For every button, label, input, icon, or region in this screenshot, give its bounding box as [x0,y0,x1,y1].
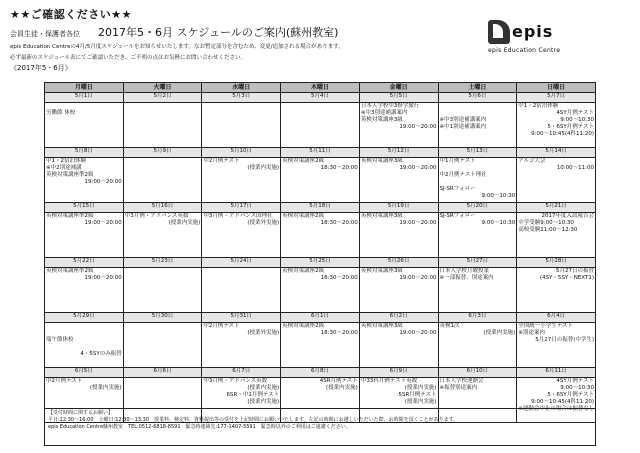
event-cell [202,103,281,148]
event-line: ※中3別途補講案内 [360,110,408,116]
schedule-body [45,93,596,423]
event-cell [202,213,281,258]
event-line: 英検対策講座2級 [282,268,325,274]
event-line [46,344,122,351]
event-line: (授業内実施) [89,385,122,391]
event-line: ※中1別途補講案内 [439,124,487,130]
document-header [10,6,480,73]
date-cell: 6月4日 [517,313,596,323]
date-cell: 5月8日 [45,148,124,158]
event-line: 英検対策講座3級 [360,268,403,274]
event-line: ※振替別途案内 [439,385,478,391]
event-line: 9:00〜10:30 [560,385,594,391]
event-line: 日本人学校月曜授業 [439,268,490,274]
event-line: 19:00〜20:00 [399,165,437,171]
event-line: 18:30〜20:00 [320,330,358,336]
event-line: 英検対策講座2級 [282,213,325,219]
event-line: 19:00〜20:00 [84,275,122,281]
notes-box [44,408,596,446]
event-cell [123,323,202,368]
event-line [440,165,516,172]
event-line: SJ-SRフォロー [439,213,476,219]
event-line: ※別途案内 [518,330,545,336]
date-row [45,368,596,378]
weekday-header: 木曜日 [281,83,360,93]
weekday-header: 火曜日 [123,83,202,93]
audience-line [10,24,480,40]
event-line: 日本人学校中3修学旅行 [360,103,420,109]
event-cell [202,268,281,313]
date-cell: 5月19日 [359,203,438,213]
date-row [45,258,596,268]
event-line: 英検対策講座2級 [282,323,325,329]
event-line: 英検対策講座3級 [360,323,403,329]
event-line: (授業内実施) [326,385,358,391]
weekday-header: 土曜日 [438,83,517,93]
event-line: 中1・2宿泊体験 [518,103,559,109]
date-row [45,203,596,213]
event-line: 19:00〜20:00 [84,179,122,185]
date-cell: 5月11日 [281,148,360,158]
event-line: 18:30〜20:00 [320,275,358,281]
event-cell [359,213,438,258]
event-line: (授業内実施) [483,330,516,336]
event-line: (授業内実施) [168,220,201,226]
schedule-heading: 2017年5・6月 スケジュールのご案内(蘇州教室) [98,26,339,39]
event-line: 19:00〜20:00 [399,124,437,130]
date-cell: 6月7日 [202,368,281,378]
event-cell [202,158,281,203]
event-line: (授業外実施) [247,220,280,226]
weekday-header-row [45,83,596,93]
notice-title: ★★ご確認ください★★ [10,8,132,21]
event-line [440,110,516,117]
event-cell [517,323,596,368]
date-cell: 5月12日 [359,148,438,158]
event-line: 中33科月例テスト英数 [360,378,418,384]
event-line: 9:00〜10:30 [560,117,594,123]
date-cell: 5月22日 [45,258,124,268]
date-cell: 5月14日 [517,148,596,158]
event-cell [45,158,124,203]
event-line: 英検対策講座準2級 [46,172,94,178]
weekday-header: 月曜日 [45,83,124,93]
event-cell [281,213,360,258]
events-row [45,323,596,368]
event-cell [281,158,360,203]
event-cell [45,213,124,258]
events-row [45,103,596,148]
weekday-header: 金曜日 [359,83,438,93]
epis-logo [488,20,608,56]
weekday-header: 水曜日 [202,83,281,93]
note-line: epis Education Centre蘇州教室 TEL:0512-6818-8591 緊急時連絡先:177-1407-5591 緊急時以外のご利用はご遠慮ください。 [48,424,351,430]
event-line: 6SR・中1月例テスト [226,392,280,398]
event-line: 英検対策講座2級 [282,158,325,164]
event-cell [517,158,596,203]
event-line: 4SY月例テスト [556,378,594,384]
event-line: 中3月例・アドバンス英数 [203,378,268,384]
event-cell [517,213,596,258]
event-cell [45,103,124,148]
event-line: SJ-SRフォロー [439,186,476,192]
event-line: 5・6SY月例テスト [547,124,594,130]
date-cell: 5月28日 [517,258,596,268]
event-line: 中2月例テスト [46,378,83,384]
date-cell: 5月1日 [45,93,124,103]
event-line: アルゴ大会 [518,158,546,164]
event-line: 19:00〜20:00 [399,330,437,336]
date-row [45,93,596,103]
event-cell [45,323,124,368]
date-cell: 5月31日 [202,313,281,323]
event-line: 10:00〜11:00 [556,165,594,171]
audience: 会員生徒・保護者各位 [10,30,80,38]
date-cell: 5月5日 [359,93,438,103]
date-row [45,313,596,323]
event-cell [281,323,360,368]
date-cell: 5月24日 [202,258,281,268]
date-cell: 5月4日 [281,93,360,103]
event-line: (授業内実施) [247,165,280,171]
event-cell [281,268,360,313]
event-line: 中3月例・アドバンス英数 [124,213,189,219]
event-line: (授業内実施) [404,385,437,391]
event-line: 英検対策講座3級 [360,213,403,219]
event-line: 労働節 休校 [46,110,76,116]
event-line: 5月27日の振替 [556,268,594,274]
event-line: 18:30〜20:00 [320,165,358,171]
event-line: 中3月例・アドバンス国理社 [203,213,273,219]
event-line: 18:30〜20:00 [320,220,358,226]
event-line: ※中2別途補講 [46,165,82,171]
date-cell: 5月17日 [202,203,281,213]
event-line [440,179,516,186]
note-line: 【受付時間に関するお願い】 [48,410,114,416]
logo-mark-icon [488,20,510,44]
event-line: 19:00〜20:00 [399,220,437,226]
event-cell [123,103,202,148]
event-line: 5SR月例テスト [398,392,437,398]
event-line: 4SY月例テスト [556,110,594,116]
event-cell [438,268,517,313]
event-line: (授業内実施) [247,385,280,391]
event-line: 英検対策講座準2級 [46,213,94,219]
date-cell: 6月10日 [438,368,517,378]
event-line: 端午節休校 [46,337,74,343]
date-cell: 6月5日 [45,368,124,378]
event-cell [438,213,517,258]
date-cell: 5月26日 [359,258,438,268]
event-line: (4SY・5SY・NEXT1) [539,275,594,281]
event-line [440,103,516,110]
event-line: 9:00〜10:45(4科11:20) [531,399,594,405]
event-line [46,103,122,110]
event-line: 高校受験11:00〜12:30 [518,227,578,233]
date-cell: 5月16日 [123,203,202,213]
event-cell [123,213,202,258]
event-cell [438,158,517,203]
event-line: (授業内実施) [247,399,280,405]
event-cell [202,323,281,368]
event-line: 中学受験9:00〜10:30 [518,220,574,226]
event-line: 4・5SYのみ振替 [80,351,122,357]
event-line: 19:00〜20:00 [84,220,122,226]
date-cell: 5月15日 [45,203,124,213]
intro-line-1: epis Education Centreの4月/5月度スケジュールをお知らせいたします。なお暫定部分を含むため、変更/追加される場合があります。 [10,44,344,50]
event-line: 5月27日の振替(中学生) [535,337,594,343]
intro-line-2: 必ず最新のスケジュール表にてご確認いただき、ご不明の点はお気軽にお問い合わせください。 [10,55,246,61]
date-cell: 5月29日 [45,313,124,323]
event-line: 9:00〜10:30 [481,193,516,199]
event-line: 英検1次 [439,323,460,329]
date-cell: 5月3日 [202,93,281,103]
date-cell: 6月9日 [359,368,438,378]
date-cell: 5月27日 [438,258,517,268]
event-cell [281,103,360,148]
date-cell: 5月18日 [281,203,360,213]
event-line: 中2月例テスト [203,158,240,164]
date-cell: 5月23日 [123,258,202,268]
event-line: ※一部振替、別途案内 [439,275,494,281]
event-line [46,323,122,330]
date-row [45,148,596,158]
event-cell [359,158,438,203]
events-row [45,158,596,203]
date-cell: 5月13日 [438,148,517,158]
period-label: 《2017年5・6月》 [10,64,72,72]
schedule-table [44,82,596,423]
event-cell [359,103,438,148]
event-line: 19:00〜20:00 [399,275,437,281]
event-line: 英検対策講座準2級 [46,268,94,274]
date-cell: 5月2日 [123,93,202,103]
date-cell: 5月30日 [123,313,202,323]
date-cell: 6月2日 [359,313,438,323]
events-row [45,268,596,313]
event-cell [359,323,438,368]
event-line: 2017年度入試報告会 [541,213,594,219]
date-cell: 6月6日 [123,368,202,378]
event-line [46,330,122,337]
event-line: 5・6SY月例テスト [547,392,594,398]
event-cell [438,103,517,148]
date-cell: 5月20日 [438,203,517,213]
event-line: 中2月例テスト理社 [439,172,487,178]
event-line: (授業内実施) [404,399,437,405]
event-line: 日本人学校運動会 [439,378,484,384]
event-line: ※運動会中止の場合は振替なし [518,406,595,412]
event-line: 中1・2宿泊体験 [46,158,86,164]
event-line: 中1月例テスト [439,158,476,164]
date-cell: 5月7日 [517,93,596,103]
date-cell: 6月3日 [438,313,517,323]
event-line: (授業外実施) [247,330,280,336]
event-line: 英検対策講座3級 [360,158,403,164]
weekday-header: 日曜日 [517,83,596,93]
date-cell: 5月6日 [438,93,517,103]
date-cell: 6月11日 [517,368,596,378]
event-line: 英検対策講座3級 [360,117,403,123]
events-row [45,213,596,258]
event-cell [123,158,202,203]
event-line: 4SR月例テスト [319,378,358,384]
event-line: 全国統一小学生テスト [518,323,573,329]
note-line: 平日:12:30〜16:00 土曜日:12:30〜13:30 授業料、検定料、資料提出等の受付を上記時間にお願いいたします。左記の時間にお越しいただいた際、お時間を頂くことがあります。 [48,417,459,423]
event-cell [517,268,596,313]
date-cell: 5月10日 [202,148,281,158]
event-line: 9:00〜10:45(4科11:20) [531,131,594,137]
date-cell: 6月1日 [281,313,360,323]
event-line: ※中3別途補講案内 [439,117,487,123]
date-cell: 5月25日 [281,258,360,268]
date-cell: 5月9日 [123,148,202,158]
logo-word: epis [512,22,554,41]
event-line: 9:00〜10:30 [481,220,516,226]
event-cell [438,323,517,368]
date-cell: 6月8日 [281,368,360,378]
event-cell [45,268,124,313]
event-line: 中2月例テスト [203,323,240,329]
event-cell [123,268,202,313]
date-cell: 5月21日 [517,203,596,213]
logo-subtitle: epis Education Centre [488,47,561,54]
event-cell [517,103,596,148]
event-cell [359,268,438,313]
